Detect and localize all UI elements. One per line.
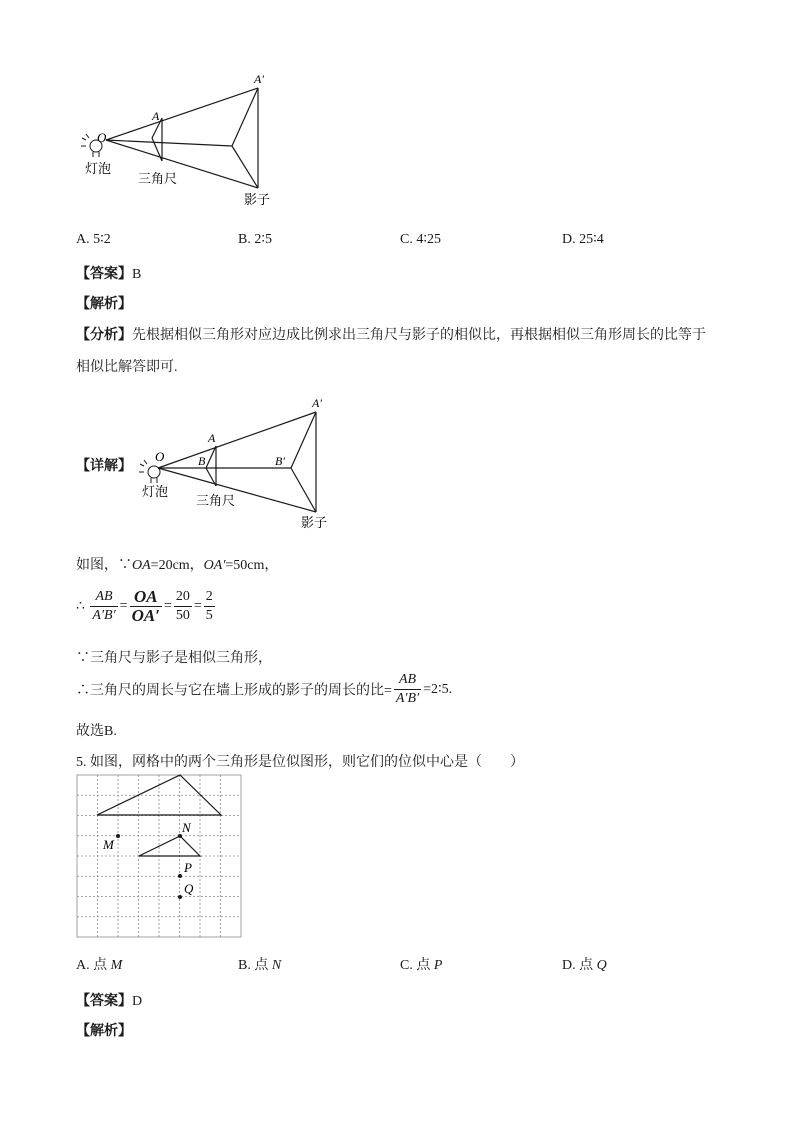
label-m: M — [103, 837, 114, 852]
label-a-prime: A′ — [254, 72, 264, 86]
detail-tag: 【详解】 — [76, 459, 132, 474]
ray-to-shadow-bottom — [158, 468, 316, 512]
label-bulb: 灯泡 — [142, 484, 169, 499]
shadow-edge — [291, 412, 316, 468]
axis-line — [106, 140, 232, 146]
fraction-20-50: $\frac{20}{50}$ — [175, 589, 190, 623]
ray-to-a-prime — [106, 88, 258, 140]
small-triangle — [139, 836, 200, 856]
ratio-prefix: ∴三角尺的周长与它在墙上形成的影子的周长的比= — [76, 683, 392, 699]
analysis-text-1: 先根据相似三角形对应边成比例求出三角尺与影子的相似比，再根据相似三角形周长的比等于 — [132, 328, 706, 343]
shadow-edge — [232, 146, 258, 188]
label-n: N — [182, 820, 191, 835]
option-a[interactable]: A. 5∶2 — [76, 232, 111, 247]
oa-value: =20cm， — [150, 558, 204, 573]
fraction-ab-ratio: $\frac{AB}{A'B'}$ — [395, 672, 420, 706]
grid-figure — [76, 774, 246, 940]
fraction-2-5: $\frac{2}{5}$ — [205, 589, 213, 623]
q5-jiexi-tag: 【解析】 — [76, 1024, 132, 1039]
shadow-edge — [232, 88, 258, 146]
choose-line: 故选B. — [76, 724, 117, 739]
figure-lamp-projection-1 — [76, 68, 296, 213]
fraction-ab: $\frac{AB}{A'B'}$ — [92, 589, 116, 623]
because-line: ∵三角尺与影子是相似三角形， — [76, 651, 272, 666]
shadow-edge — [291, 468, 316, 512]
label-a: A — [152, 109, 160, 123]
point-p — [178, 874, 182, 878]
fraction-oa: $\frac{OA}{OA'}$ — [131, 587, 160, 625]
point-q — [178, 895, 182, 899]
analysis-line-1 — [76, 324, 706, 344]
perimeter-ratio-line — [76, 671, 452, 708]
label-q: Q — [184, 881, 194, 896]
label-p: P — [184, 860, 192, 875]
q5-stem: 5. 如图，网格中的两个三角形是位似图形，则它们的位似中心是（ ） — [76, 755, 524, 770]
ratio-equation: ∴ $\frac{AB}{A'B'}$ = $\frac{OA}{OA'}$ = $\frac{20}{50}$ = $\frac{2}{5}$ — [76, 587, 213, 625]
q5-option-c[interactable]: C. 点 P — [400, 958, 443, 973]
q5-answer-line — [76, 990, 142, 1010]
label-b-prime: B′ — [275, 454, 285, 468]
q5-answer-value: D — [132, 994, 143, 1009]
ray-to-shadow-bottom — [106, 140, 258, 188]
label-bulb: 灯泡 — [85, 161, 112, 176]
label-shadow: 影子 — [301, 515, 328, 530]
label-a-prime: A′ — [312, 396, 322, 410]
answer-line — [76, 263, 141, 283]
ratio-suffix: =2∶5. — [423, 682, 453, 697]
oa-symbol: OA — [132, 558, 151, 573]
label-triangle: 三角尺 — [196, 493, 236, 508]
option-d[interactable]: D. 25∶4 — [562, 232, 604, 247]
oa-prime-value: =50cm， — [225, 558, 279, 573]
label-o: O — [97, 130, 107, 145]
answer-tag: 【答案】 — [76, 267, 132, 282]
option-b[interactable]: B. 2∶5 — [238, 232, 272, 247]
analysis-line-2: 相似比解答即可. — [76, 360, 178, 375]
label-shadow: 影子 — [244, 192, 271, 207]
solution-prefix: 如图，∵ — [76, 558, 132, 573]
analysis-tag: 【分析】 — [76, 328, 132, 343]
therefore-symbol: ∴ — [76, 599, 85, 614]
oa-prime-symbol: OA′ — [203, 558, 226, 573]
q5-option-a[interactable]: A. 点 M — [76, 958, 123, 973]
point-m — [116, 834, 120, 838]
ray-to-a-prime — [158, 412, 316, 468]
label-b: B — [198, 454, 206, 468]
option-c[interactable]: C. 4∶25 — [400, 232, 441, 247]
q5-option-b[interactable]: B. 点 N — [238, 958, 282, 973]
q5-option-d[interactable]: D. 点 Q — [562, 958, 607, 973]
jiexi-tag: 【解析】 — [76, 297, 132, 312]
figure-lamp-projection-2 — [136, 394, 336, 534]
solution-line-1 — [76, 554, 278, 574]
ruler-edge — [152, 138, 162, 161]
answer-value: B — [132, 267, 142, 282]
label-triangle: 三角尺 — [138, 171, 178, 186]
q5-answer-tag: 【答案】 — [76, 994, 132, 1009]
label-a: A — [208, 431, 216, 445]
label-o: O — [155, 449, 165, 464]
